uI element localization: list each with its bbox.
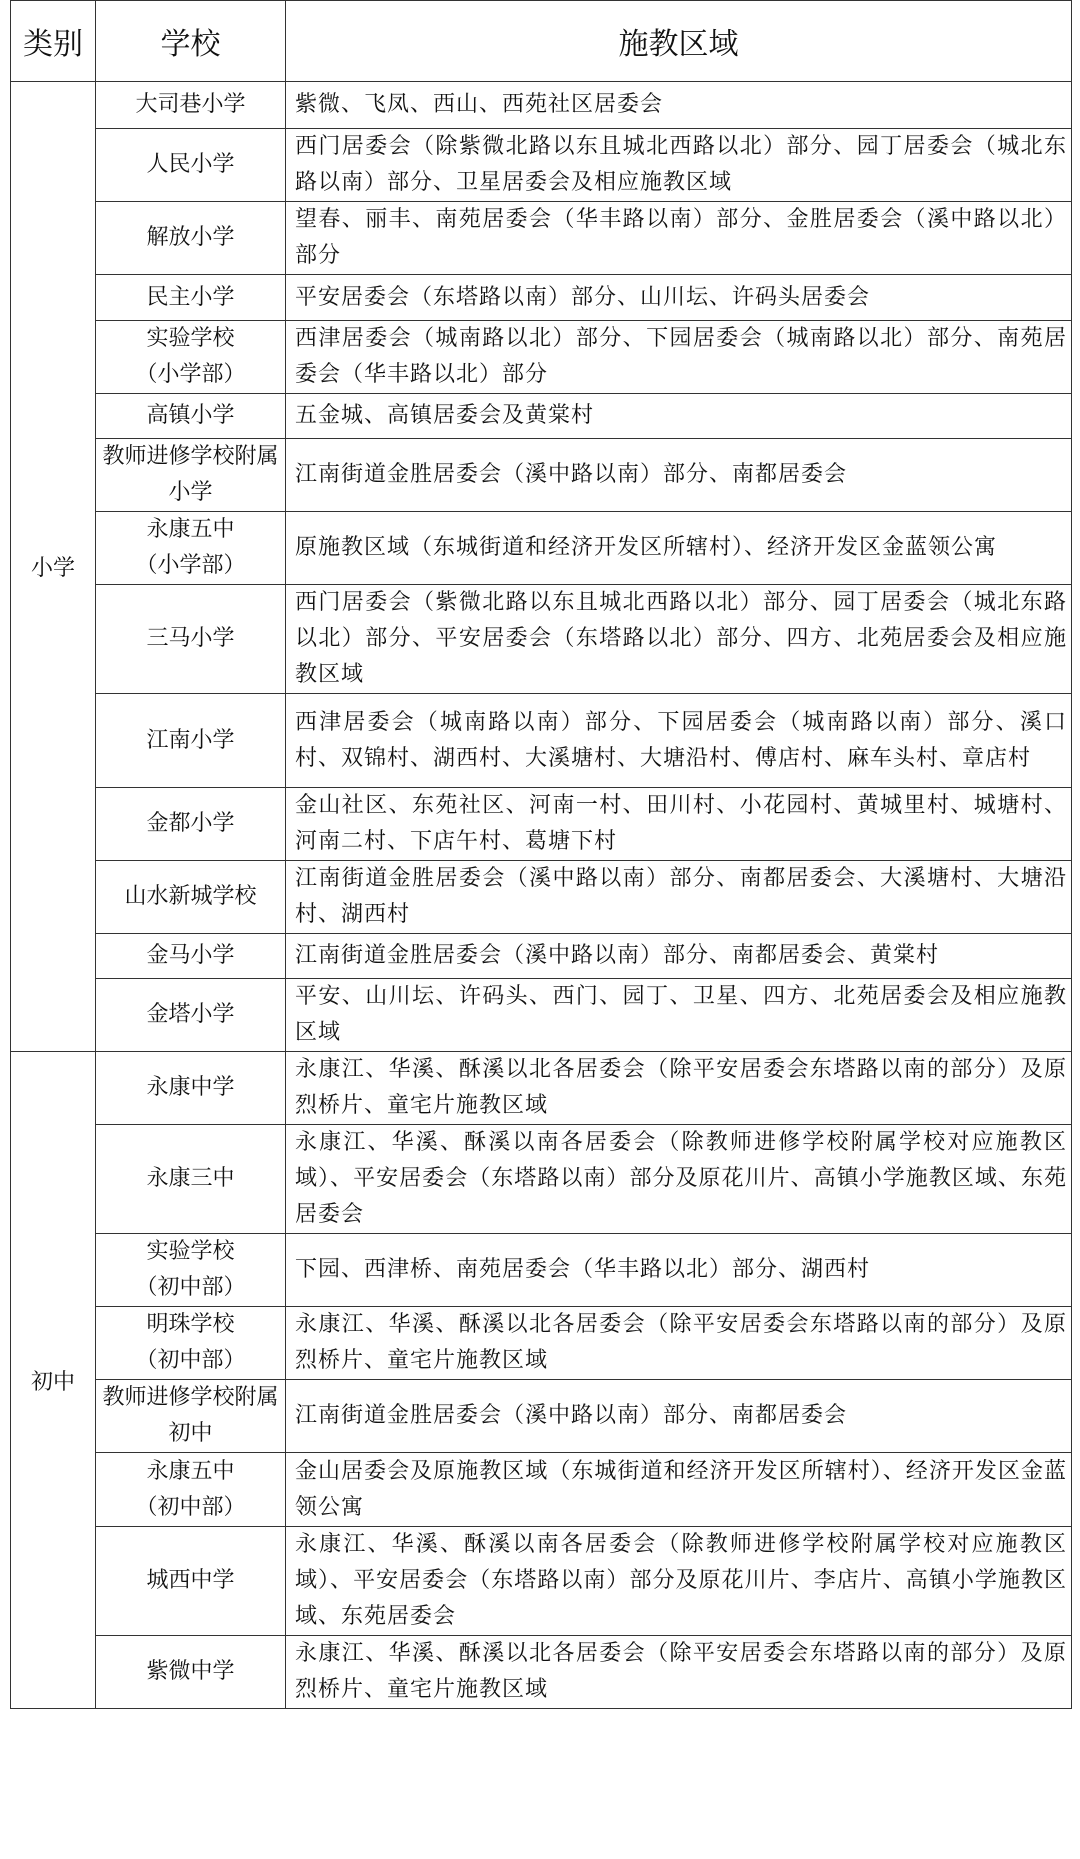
school-cell bbox=[96, 934, 286, 979]
area-cell: 西门居委会（除紫微北路以东且城北西路以北）部分、园丁居委会（城北东路以南）部分、卫星居委会及相应施教区域 bbox=[286, 129, 1072, 202]
school-cell bbox=[96, 1125, 286, 1234]
school-cell bbox=[96, 129, 286, 202]
school-cell bbox=[96, 512, 286, 585]
school-name-line: 永康中学 bbox=[146, 1075, 235, 1100]
school-name-line: 小学 bbox=[168, 480, 213, 505]
school-name-line: （小学部） bbox=[135, 553, 246, 578]
table-row bbox=[11, 979, 1072, 1052]
school-cell bbox=[96, 585, 286, 694]
area-cell: 西津居委会（城南路以北）部分、下园居委会（城南路以北）部分、南苑居委会（华丰路以北）部分 bbox=[286, 321, 1072, 394]
table-row bbox=[11, 788, 1072, 861]
school-name-line: 永康五中 bbox=[146, 517, 235, 542]
school-name-line: （小学部） bbox=[135, 362, 246, 387]
area-cell: 永康江、华溪、酥溪以南各居委会（除教师进修学校附属学校对应施教区域）、平安居委会（东塔路以南）部分及原花川片、高镇小学施教区域、东苑居委会 bbox=[286, 1125, 1072, 1234]
school-cell bbox=[96, 439, 286, 512]
table-row bbox=[11, 321, 1072, 394]
area-cell: 永康江、华溪、酥溪以北各居委会（除平安居委会东塔路以南的部分）及原烈桥片、童宅片施教区域 bbox=[286, 1636, 1072, 1709]
table-row bbox=[11, 1527, 1072, 1636]
category-cell: 小学 bbox=[11, 82, 96, 1052]
school-cell bbox=[96, 1453, 286, 1527]
school-name-line: 三马小学 bbox=[146, 626, 235, 651]
table-header-row bbox=[11, 1, 1072, 82]
school-name-line: 永康三中 bbox=[146, 1166, 235, 1191]
header-area: 施教区域 bbox=[286, 1, 1072, 82]
school-cell bbox=[96, 82, 286, 129]
area-cell: 西门居委会（紫微北路以东且城北西路以北）部分、园丁居委会（城北东路以北）部分、平安居委会（东塔路以北）部分、四方、北苑居委会及相应施教区域 bbox=[286, 585, 1072, 694]
area-cell: 望春、丽丰、南苑居委会（华丰路以南）部分、金胜居委会（溪中路以北）部分 bbox=[286, 202, 1072, 275]
school-cell bbox=[96, 979, 286, 1052]
school-name-line: 实验学校 bbox=[146, 326, 235, 351]
area-cell: 原施教区域（东城街道和经济开发区所辖村）、经济开发区金蓝领公寓 bbox=[286, 512, 1072, 585]
school-name-line: 大司巷小学 bbox=[135, 92, 246, 117]
school-name-line: 实验学校 bbox=[146, 1239, 235, 1264]
school-cell bbox=[96, 202, 286, 275]
school-name-line: 教师进修学校附属 bbox=[102, 1385, 279, 1410]
area-cell: 金山居委会及原施教区域（东城街道和经济开发区所辖村）、经济开发区金蓝领公寓 bbox=[286, 1453, 1072, 1527]
table-row bbox=[11, 1636, 1072, 1709]
area-cell: 下园、西津桥、南苑居委会（华丰路以北）部分、湖西村 bbox=[286, 1234, 1072, 1307]
school-name-line: 金塔小学 bbox=[146, 1002, 235, 1027]
school-name-line: （初中部） bbox=[135, 1348, 246, 1373]
area-cell: 西津居委会（城南路以南）部分、下园居委会（城南路以南）部分、溪口村、双锦村、湖西村、大溪塘村、大塘沿村、傅店村、麻车头村、章店村 bbox=[286, 694, 1072, 788]
table-row bbox=[11, 82, 1072, 129]
school-cell bbox=[96, 1234, 286, 1307]
table-row bbox=[11, 1307, 1072, 1380]
table-row bbox=[11, 1453, 1072, 1527]
area-cell: 江南街道金胜居委会（溪中路以南）部分、南都居委会、黄棠村 bbox=[286, 934, 1072, 979]
school-name-line: 金马小学 bbox=[146, 943, 235, 968]
school-name-line: 金都小学 bbox=[146, 811, 235, 836]
area-cell: 江南街道金胜居委会（溪中路以南）部分、南都居委会 bbox=[286, 439, 1072, 512]
table-body bbox=[11, 82, 1072, 1709]
school-cell bbox=[96, 788, 286, 861]
area-cell: 永康江、华溪、酥溪以南各居委会（除教师进修学校附属学校对应施教区域）、平安居委会（东塔路以南）部分及原花川片、李店片、高镇小学施教区域、东苑居委会 bbox=[286, 1527, 1072, 1636]
school-cell bbox=[96, 1636, 286, 1709]
header-school: 学校 bbox=[96, 1, 286, 82]
school-name-line: 山水新城学校 bbox=[124, 884, 257, 909]
table-row bbox=[11, 1234, 1072, 1307]
area-cell: 平安居委会（东塔路以南）部分、山川坛、许码头居委会 bbox=[286, 275, 1072, 321]
area-cell: 平安、山川坛、许码头、西门、园丁、卫星、四方、北苑居委会及相应施教区域 bbox=[286, 979, 1072, 1052]
school-cell bbox=[96, 1052, 286, 1125]
school-cell bbox=[96, 321, 286, 394]
school-name-line: 城西中学 bbox=[146, 1568, 235, 1593]
area-cell: 永康江、华溪、酥溪以北各居委会（除平安居委会东塔路以南的部分）及原烈桥片、童宅片施教区域 bbox=[286, 1307, 1072, 1380]
school-name-line: 民主小学 bbox=[146, 284, 235, 310]
school-district-table bbox=[10, 0, 1072, 1709]
table-row bbox=[11, 1380, 1072, 1453]
school-name-line: 江南小学 bbox=[146, 727, 235, 753]
school-cell bbox=[96, 275, 286, 321]
category-cell: 初中 bbox=[11, 1052, 96, 1709]
table-row bbox=[11, 1052, 1072, 1125]
school-name-line: 初中 bbox=[168, 1421, 213, 1446]
area-cell: 紫微、飞凤、西山、西苑社区居委会 bbox=[286, 82, 1072, 129]
table-row bbox=[11, 394, 1072, 439]
school-cell bbox=[96, 694, 286, 788]
area-cell: 金山社区、东苑社区、河南一村、田川村、小花园村、黄城里村、城塘村、河南二村、下店午村、葛塘下村 bbox=[286, 788, 1072, 861]
table-row bbox=[11, 512, 1072, 585]
school-cell bbox=[96, 1527, 286, 1636]
table-row bbox=[11, 694, 1072, 788]
school-name-line: （初中部） bbox=[135, 1275, 246, 1300]
school-cell bbox=[96, 394, 286, 439]
school-name-line: （初中部） bbox=[135, 1494, 246, 1520]
area-cell: 五金城、高镇居委会及黄棠村 bbox=[286, 394, 1072, 439]
area-cell: 江南街道金胜居委会（溪中路以南）部分、南都居委会、大溪塘村、大塘沿村、湖西村 bbox=[286, 861, 1072, 934]
school-name-line: 高镇小学 bbox=[146, 403, 235, 428]
school-name-line: 永康五中 bbox=[146, 1458, 235, 1484]
table-row bbox=[11, 202, 1072, 275]
table-row bbox=[11, 585, 1072, 694]
area-cell: 永康江、华溪、酥溪以北各居委会（除平安居委会东塔路以南的部分）及原烈桥片、童宅片施教区域 bbox=[286, 1052, 1072, 1125]
school-cell bbox=[96, 861, 286, 934]
table-row bbox=[11, 275, 1072, 321]
school-name-line: 明珠学校 bbox=[146, 1312, 235, 1337]
school-name-line: 人民小学 bbox=[146, 152, 235, 177]
table-row bbox=[11, 1125, 1072, 1234]
school-name-line: 教师进修学校附属 bbox=[102, 444, 279, 469]
school-cell bbox=[96, 1380, 286, 1453]
school-name-line: 紫微中学 bbox=[146, 1659, 235, 1684]
area-cell: 江南街道金胜居委会（溪中路以南）部分、南都居委会 bbox=[286, 1380, 1072, 1453]
table-row bbox=[11, 934, 1072, 979]
table-row bbox=[11, 129, 1072, 202]
table-row bbox=[11, 439, 1072, 512]
header-category: 类别 bbox=[11, 1, 96, 82]
table-row bbox=[11, 861, 1072, 934]
school-cell bbox=[96, 1307, 286, 1380]
school-name-line: 解放小学 bbox=[146, 225, 235, 250]
